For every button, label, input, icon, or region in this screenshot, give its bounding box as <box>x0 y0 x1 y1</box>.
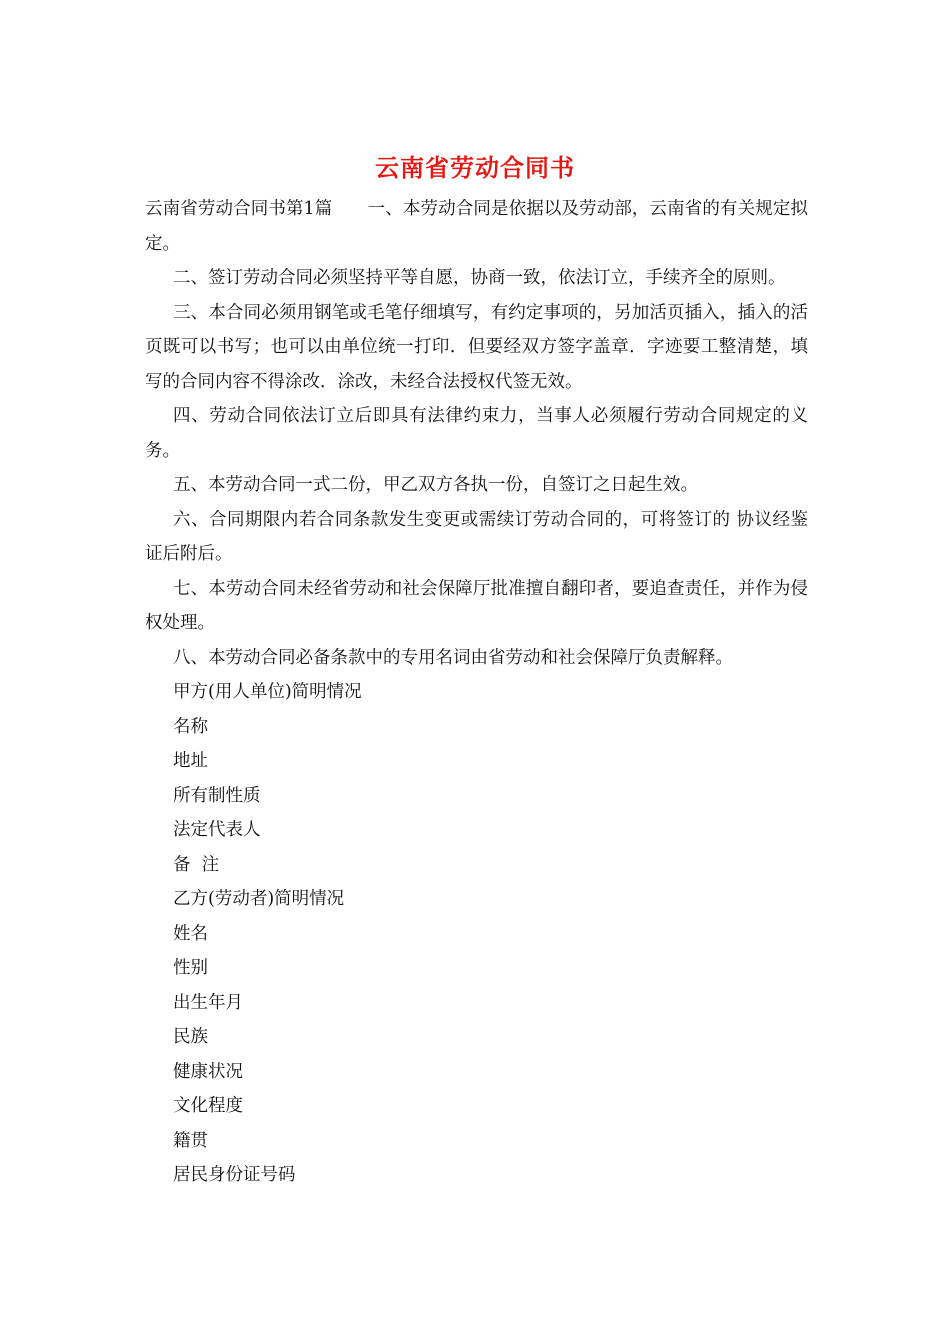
party-b-field-id-number: 居民身份证号码 <box>173 1165 296 1185</box>
party-a-field-legal-rep: 法定代表人 <box>173 820 261 840</box>
party-b-field-education: 文化程度 <box>173 1096 243 1116</box>
party-b-heading: 乙方(劳动者)简明情况 <box>173 889 345 909</box>
party-a-field-ownership: 所有制性质 <box>173 785 261 806</box>
party-a-field-remarks: 备 注 <box>173 854 220 875</box>
document-body <box>145 192 808 1193</box>
party-b-field-health: 健康状况 <box>173 1061 243 1082</box>
party-b-field-ethnicity: 民族 <box>173 1027 208 1047</box>
party-b-field-name: 姓名 <box>173 923 208 944</box>
clause-6: 六、合同期限内若合同条款发生变更或需续订劳动合同的，可将签订的 协议经鉴证后附后。 <box>145 509 808 564</box>
clause-4: 四、劳动合同依法订立后即具有法律约束力，当事人必须履行劳动合同规定的义务。 <box>145 406 808 461</box>
intro-paragraph: 云南省劳动合同书第1篇 一、本劳动合同是依据以及劳动部，云南省的有关规定拟定。 <box>145 199 808 254</box>
party-a-field-address: 地址 <box>173 751 208 771</box>
clause-5: 五、本劳动合同一式二份，甲乙双方各执一份，自签订之日起生效。 <box>173 475 698 495</box>
party-b-field-gender: 性别 <box>173 958 208 978</box>
party-b-field-native-place: 籍贯 <box>173 1130 208 1151</box>
party-a-heading: 甲方(用人单位)简明情况 <box>173 682 362 702</box>
clause-7: 七、本劳动合同未经省劳动和社会保障厅批准擅自翻印者，要追查责任，并作为侵权处理。 <box>145 578 808 633</box>
clause-2: 二、签订劳动合同必须坚持平等自愿，协商一致，依法订立，手续齐全的原则。 <box>173 268 786 288</box>
clause-8: 八、本劳动合同必备条款中的专用名词由省劳动和社会保障厅负责解释。 <box>173 647 733 668</box>
party-b-field-birth: 出生年月 <box>173 992 243 1013</box>
party-a-field-name: 名称 <box>173 716 208 737</box>
document-title: 云南省劳动合同书 <box>375 153 575 182</box>
clause-3: 三、本合同必须用钢笔或毛笔仔细填写，有约定事项的，另加活页插入，插入的活页既可以书写；也可以由单位统一打印．但要经双方签字盖章．字迹要工整清楚，填写的合同内容不得涂改．涂改，未经合法授权代签无效。 <box>145 302 808 392</box>
